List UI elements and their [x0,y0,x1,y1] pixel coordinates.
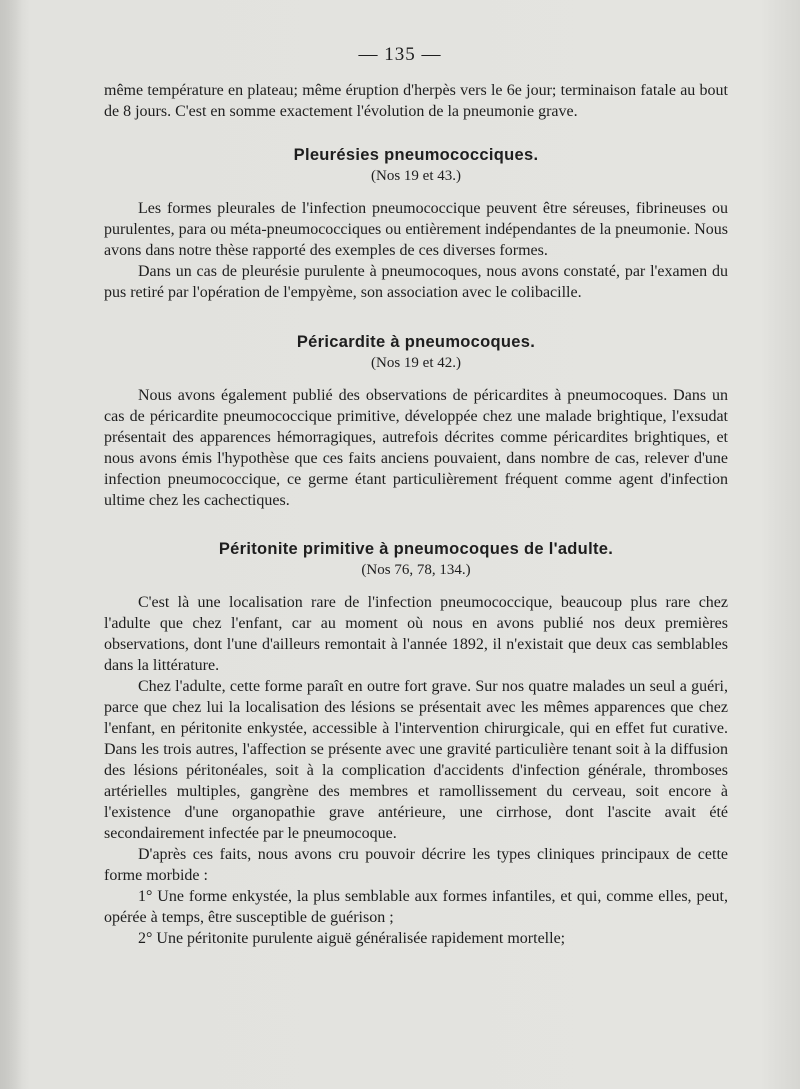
section-title: Péricardite à pneumocoques. [296,333,536,351]
page-binding-shadow [0,0,22,1089]
section-references: (Nos 76, 78, 134.) [361,562,471,578]
intro-paragraph: même température en plateau; même éruption d'herpès vers le 6e jour; terminaison fatale au bout de 8 jours. C'est en somme exactement l'évolution de la pneumonie grave. [104,82,728,120]
page-content [104,80,728,949]
section-peritonite [104,538,728,949]
page-number: — 135 — [358,44,442,65]
section-references: (Nos 19 et 43.) [371,168,461,184]
paragraph: Nous avons également publié des observations de péricardites à pneumocoques. Dans un cas de péricardite pneumococcique primitive, développée chez une malade brightique, l'exsudat présentait des apparences hémorragiques, autrefois décrites comme péricardites brightiques, et nous avons émis l'hypothèse que ces faits anciens pouvaient, dans nombre de cas, relever d'une infection pneumococcique, ce germe étant particulièrement fréquent comme agent d'infection ultime chez les cachectiques. [104,387,728,509]
section-title: Péritonite primitive à pneumocoques de l'adulte. [218,540,614,558]
paragraph: D'après ces faits, nous avons cru pouvoir décrire les types cliniques principaux de cette forme morbide : [104,846,728,884]
section-pleuresies [104,144,728,303]
paragraph: Chez l'adulte, cette forme paraît en outre fort grave. Sur nos quatre malades un seul a guéri, parce que chez lui la localisation des lésions se présentait avec les mêmes apparences que chez l'enfant, en péritonite enkystée, accessible à l'intervention chirurgicale, qui en effet fut curative. Dans les trois autres, l'affection se présente avec une gravité particulière tenant soit à la diffusion des lésions péritonéales, soit à la complication d'accidents d'infection générale, thromboses artérielles multiples, gangrène des membres et ramollissement du cerveau, soit encore à l'existence d'une organopathie grave antérieure, une cirrhose, dont l'ascite avait été secondairement infectée par le pneumocoque. [104,678,728,842]
list-item: 1° Une forme enkystée, la plus semblable aux formes infantiles, et qui, comme elles, peut, opérée à temps, être susceptible de guérison ; [104,888,728,926]
section-references: (Nos 19 et 42.) [371,355,461,371]
paragraph: C'est là une localisation rare de l'infection pneumococcique, beaucoup plus rare chez l'adulte que chez l'enfant, car au moment où nous en avons publié nos deux premières observations, dont l'une d'ailleurs remontait à l'année 1892, il n'existait que deux cas semblables dans la littérature. [104,594,728,674]
section-title: Pleurésies pneumococciques. [293,146,539,164]
paragraph: Dans un cas de pleurésie purulente à pneumocoques, nous avons constaté, par l'examen du pus retiré par l'opération de l'empyème, son association avec le colibacille. [104,263,728,301]
list-item: 2° Une péritonite purulente aiguë généralisée rapidement mortelle; [138,930,566,947]
paragraph: Les formes pleurales de l'infection pneumococcique peuvent être séreuses, fibrineuses ou purulentes, para ou méta-pneumococciques ou entièrement indépendantes de la pneumonie. Nous avons dans notre thèse rapporté des exemples de ces diverses formes. [104,200,728,259]
section-pericardite [104,331,728,511]
